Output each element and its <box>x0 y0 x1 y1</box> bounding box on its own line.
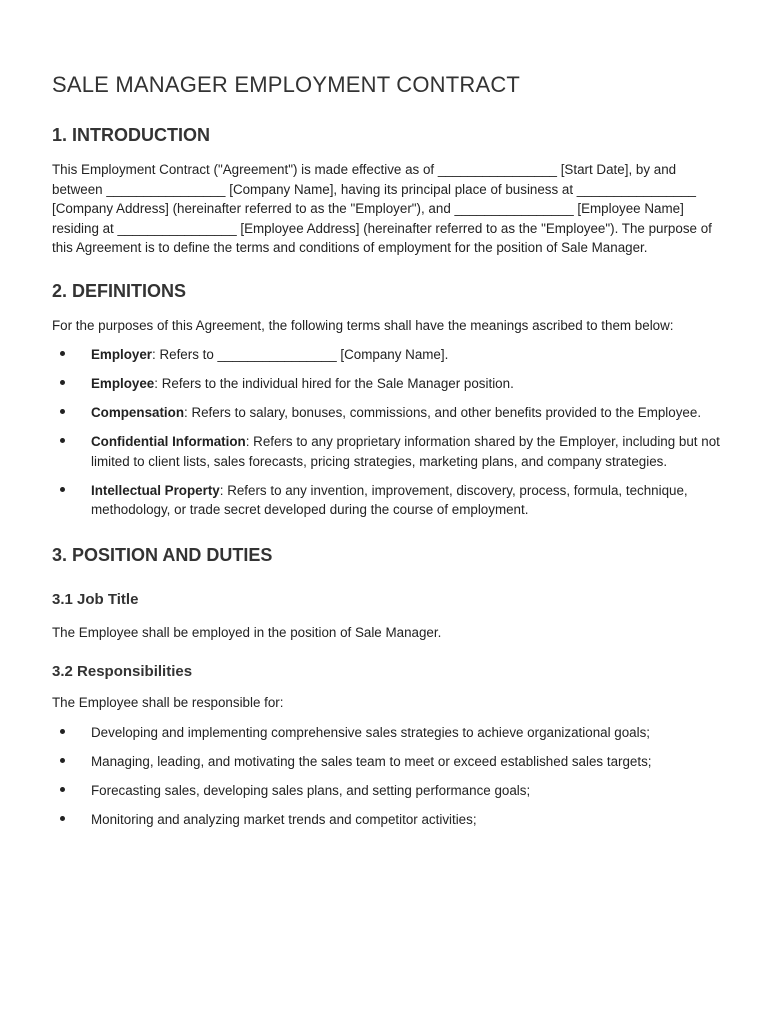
term: Confidential Information <box>91 434 246 449</box>
responsibilities-list <box>52 723 720 830</box>
subsection-heading: 3.1 Job Title <box>52 590 139 608</box>
bullet-icon <box>60 487 65 492</box>
term: Employee <box>91 376 155 391</box>
list-item <box>52 403 720 423</box>
section-heading: 3. POSITION AND DUTIES <box>52 544 273 565</box>
term: Intellectual Property <box>91 482 220 498</box>
section-position-and-duties <box>52 544 720 830</box>
responsibilities-paragraph: The Employee shall be responsible for: <box>52 695 284 710</box>
list-item <box>52 752 720 772</box>
bullet-icon <box>60 380 65 385</box>
list-item <box>52 432 720 471</box>
list-item <box>52 481 720 520</box>
section-heading: 1. INTRODUCTION <box>52 125 211 145</box>
list-item-text: Developing and implementing comprehensive sales strategies to achieve organizational goals; <box>91 724 651 740</box>
list-item <box>52 781 720 801</box>
bullet-icon <box>60 351 65 356</box>
definition: : Refers to any proprietary information shared by the Employer, including but not limited to client lists, sales forecasts, pricing strategies, marketing plans, and company strategies. <box>91 434 720 469</box>
list-item <box>52 374 720 394</box>
list-item-text: Forecasting sales, developing sales plans, and setting performance goals; <box>91 782 531 798</box>
definition: : Refers to ________________ [Company Name]. <box>152 347 449 362</box>
definition: : Refers to the individual hired for the Sale Manager position. <box>154 376 514 391</box>
term: Compensation <box>91 405 184 420</box>
definitions-list <box>52 345 720 520</box>
bullet-icon <box>60 409 65 414</box>
section-definitions <box>52 280 720 520</box>
intro-paragraph: This Employment Contract ("Agreement") is made effective as of ________________ [Start Date], by and between ________________ [Company Name], having its principal place of business at ________________ [Company Address] (hereinafter referred to as the "Employer"), and ________________ [Employee Name] residing at ________________ [Employee Address] (hereinafter referred to as the "Employee"). The purpose of this Agreement is to define the terms and conditions of employment for the position of Sale Manager. <box>52 162 712 255</box>
definition: : Refers to salary, bonuses, commissions, and other benefits provided to the Employee. <box>184 405 702 420</box>
definitions-paragraph: For the purposes of this Agreement, the following terms shall have the meanings ascribed to them below: <box>52 317 674 333</box>
list-item <box>52 723 720 743</box>
list-item-text: Managing, leading, and motivating the sales team to meet or exceed established sales targets; <box>91 753 652 769</box>
bullet-icon <box>60 787 65 792</box>
bullet-icon <box>60 816 65 821</box>
document-title: SALE MANAGER EMPLOYMENT CONTRACT <box>52 72 521 97</box>
definition: : Refers to any invention, improvement, discovery, process, formula, technique, methodology, or trade secret developed during the course of employment. <box>91 482 688 517</box>
list-item <box>52 810 720 830</box>
list-item-text: Monitoring and analyzing market trends and competitor activities; <box>91 811 477 827</box>
section-heading: 2. DEFINITIONS <box>52 280 187 301</box>
subsection-heading: 3.2 Responsibilities <box>52 663 193 680</box>
list-item <box>52 345 720 365</box>
term: Employer <box>91 347 153 362</box>
bullet-icon <box>60 729 65 734</box>
bullet-icon <box>60 758 65 763</box>
job-title-paragraph: The Employee shall be employed in the position of Sale Manager. <box>52 624 442 640</box>
bullet-icon <box>60 438 65 443</box>
section-introduction <box>52 124 720 258</box>
